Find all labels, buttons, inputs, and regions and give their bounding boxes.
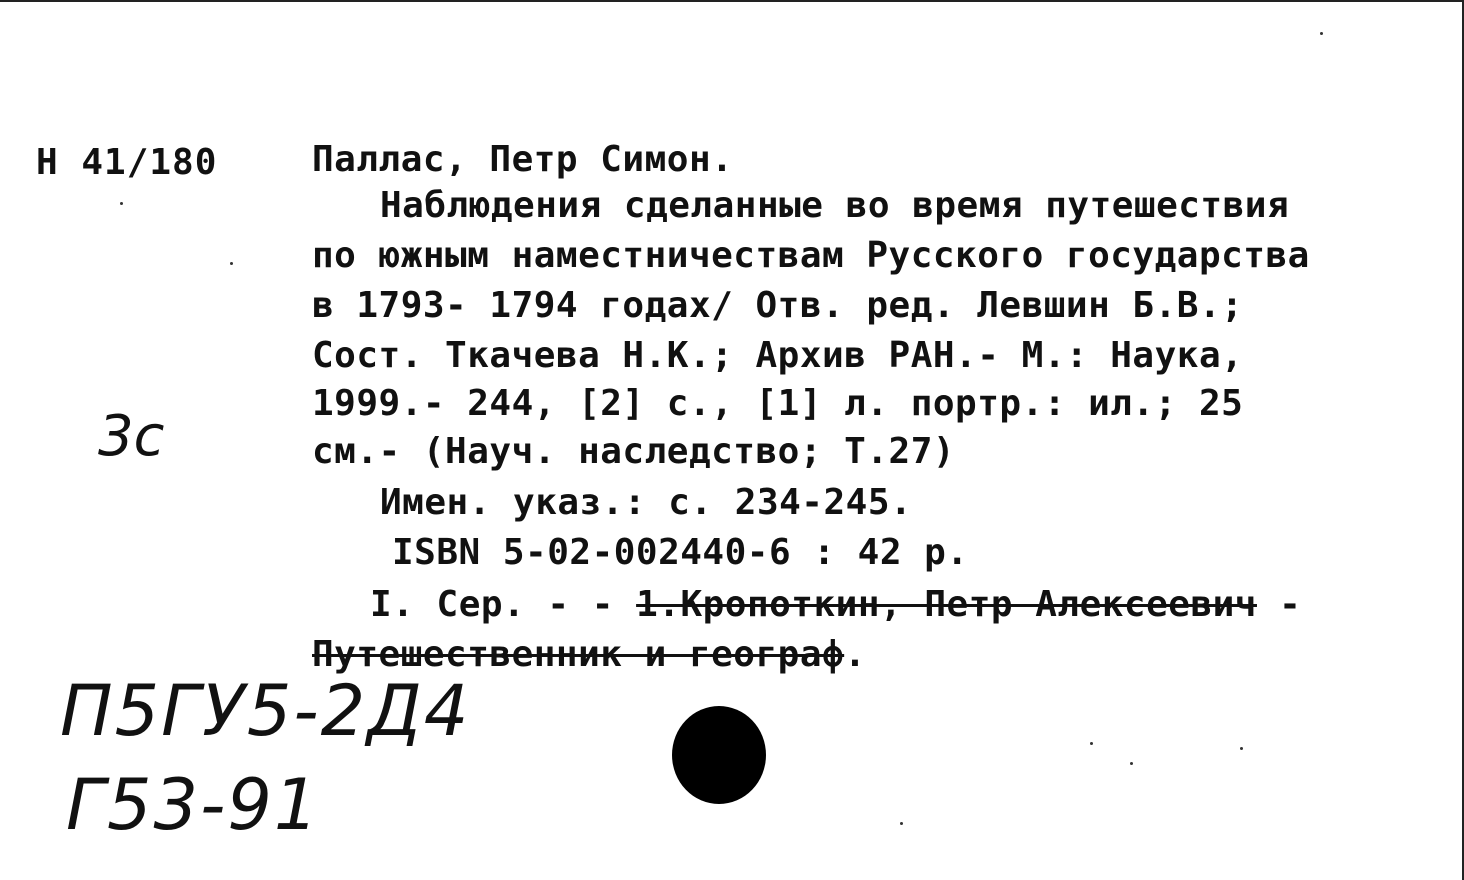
tracing-continuation bbox=[312, 634, 866, 675]
tracing-line bbox=[370, 584, 1301, 625]
speck bbox=[1130, 762, 1133, 765]
title-line-1: Наблюдения сделанные во время путешествия bbox=[380, 185, 1290, 226]
speck bbox=[120, 202, 123, 205]
title-line-2: по южным наместничествам Русского государства bbox=[312, 235, 1310, 276]
tracing-continuation-end: . bbox=[844, 634, 867, 675]
tracing-struck: 1.Кропоткин, Петр Алексеевич bbox=[636, 584, 1257, 625]
isbn-line: ISBN 5-02-002440-6 : 42 р. bbox=[392, 532, 969, 573]
speck bbox=[1240, 747, 1243, 750]
tracing-prefix: I. Сер. - - bbox=[370, 584, 637, 625]
speck bbox=[900, 822, 903, 825]
tracing-continuation-struck: Путешественник и географ bbox=[312, 634, 845, 675]
speck bbox=[230, 262, 233, 265]
margin-handwritten-mark: 3с bbox=[98, 404, 165, 469]
index-note: Имен. указ.: с. 234-245. bbox=[380, 482, 913, 523]
ink-blot bbox=[672, 706, 766, 804]
shelfmark: Н 41/180 bbox=[36, 142, 218, 183]
imprint-line: 1999.- 244, [2] с., [1] л. портр.: ил.; 25 bbox=[312, 383, 1244, 424]
tracing-suffix: - bbox=[1256, 584, 1302, 625]
speck bbox=[1320, 32, 1323, 35]
author-heading: Паллас, Петр Симон. bbox=[312, 139, 734, 180]
title-line-3: в 1793- 1794 годах/ Отв. ред. Левшин Б.В.; bbox=[312, 285, 1244, 326]
handwritten-code-2: Г53-91 bbox=[66, 764, 321, 846]
series-note-line: см.- (Науч. наследство; Т.27) bbox=[312, 431, 956, 472]
speck bbox=[1090, 742, 1093, 745]
title-line-4: Сост. Ткачева Н.К.; Архив РАН.- М.: Наука, bbox=[312, 335, 1244, 376]
handwritten-code-1: П5ГУ5-2Д4 bbox=[60, 670, 471, 752]
